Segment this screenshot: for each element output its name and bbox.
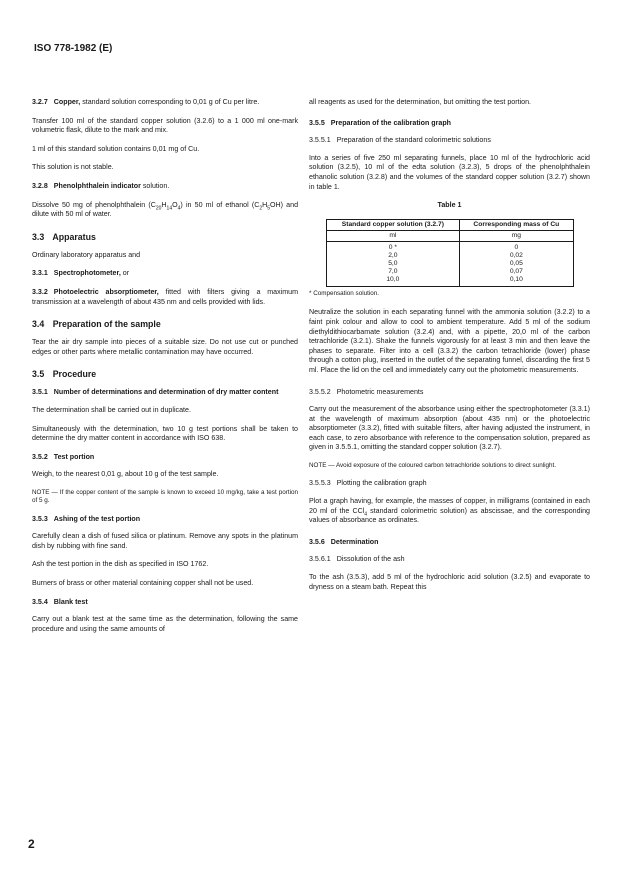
- table-cell: 2,0: [326, 252, 460, 260]
- page-number: 2: [28, 837, 35, 851]
- section-number: 3.5.4: [32, 597, 48, 606]
- section-3-5-6-1-heading: [309, 555, 590, 565]
- subscript: 4: [177, 204, 181, 211]
- section-number: 3.5: [32, 369, 45, 380]
- paragraph: Transfer 100 ml of the standard copper solution (3.2.6) to a 1 000 ml one-mark volumetric flask, dilute to the mark and mix.: [32, 116, 298, 135]
- section-text: standard solution corresponding to 0,01 g of Cu per litre.: [82, 98, 260, 106]
- section-3-3-heading: [32, 232, 298, 243]
- table-row: [326, 241, 573, 252]
- section-3-5-2-heading: [32, 453, 298, 463]
- section-3-5-4-heading: [32, 598, 298, 608]
- section-number: 3.5.5: [309, 118, 325, 127]
- left-column: [32, 98, 298, 643]
- section-number: 3.2.7: [32, 98, 48, 106]
- paragraph-plot: [309, 497, 590, 526]
- paragraph: Ordinary laboratory apparatus and: [32, 250, 141, 259]
- section-number: 3.4: [32, 319, 45, 330]
- section-title: Photoelectric absorptiometer,: [53, 287, 159, 296]
- section-3-5-5-heading: [309, 119, 590, 129]
- section-3-5-5-1-heading: [309, 136, 590, 146]
- section-number: 3.5.5.3: [309, 479, 331, 488]
- table-cell: 0,07: [460, 268, 573, 276]
- section-title: Apparatus: [52, 231, 96, 242]
- paragraph: Carefully clean a dish of fused silica or platinum. Remove any spots in the platinum dish by rubbing with fine sand.: [32, 532, 298, 550]
- text-run: H: [262, 200, 268, 209]
- section-title: Preparation of the standard colorimetric solutions: [336, 136, 491, 145]
- calibration-table: [326, 219, 574, 287]
- section-title: Plotting the calibration graph: [336, 479, 427, 488]
- section-title: Preparation of the calibration graph: [330, 118, 451, 127]
- paragraph: all reagents as used for the determination, but omitting the test portion.: [309, 98, 532, 106]
- subscript: 14: [166, 204, 173, 211]
- section-title: Test portion: [53, 452, 95, 461]
- table-caption: Table 1: [437, 201, 462, 210]
- table-header-row: [326, 219, 573, 230]
- paragraph: Tear the air dry sample into pieces of a suitable size. Do not use cut or punched edges or other parts where metallic contamination may have occurred.: [32, 338, 298, 356]
- section-number: 3.3: [32, 231, 45, 242]
- paragraph: Carry out the measurement of the absorbance using either the spectrophotometer (3.3.1) at the wavelength of maximum absorption (about 435 nm) or the photoelectric absorptiometer (3.3.2), fitted with suitable filters, after having adjusted the instrument, in each case, to zero absorbance with reference to the compensation solution, prepared as given in 3.5.5.1, omitting the standard copper solution (3.2.7).: [309, 405, 590, 452]
- section-3-4-heading: [32, 319, 298, 330]
- section-3-5-1-heading: [32, 388, 298, 398]
- section-3-5-6-heading: [309, 538, 590, 548]
- section-number: 3.3.1: [32, 269, 48, 278]
- section-title: Preparation of the sample: [52, 319, 161, 330]
- text-run: standard colorimetric solution) as abscissae, and the corresponding values of absorbance as ordinates.: [309, 506, 591, 525]
- paragraph: Ash the test portion in the dish as specified in ISO 1762.: [32, 560, 209, 569]
- section-number: 3.3.2: [32, 287, 48, 296]
- section-title: Photometric measurements: [336, 387, 424, 396]
- text-run: OH) and dilute with 50 ml of water.: [32, 200, 299, 219]
- text-run: O: [172, 200, 178, 209]
- paragraph: Simultaneously with the determination, two 10 g test portions shall be taken to determine the dry matter content in accordance with ISO 638.: [32, 424, 298, 443]
- section-text: solution.: [142, 181, 170, 190]
- section-number: 3.5.6.1: [309, 555, 331, 564]
- table-cell: 10,0: [326, 276, 460, 287]
- paragraph: Carry out a blank test at the same time as the determination, following the same procedure and using the same amounts of: [32, 615, 298, 633]
- paragraph: Neutralize the solution in each separating funnel with the ammonia solution (3.2.2) to a faint pink colour and allow to cool to ambient temperature. Add 5 ml of the sodium diethyldithiocarbamate solution (3.2.4) and, with a pipette, 20,0 ml of the carbon tetrachloride (3.2.1). Shake the funnels vigorously for at least 3 min and then leave the phases to separate. Filter into a cell (3.3.2) the carbon tetrachloride (lower) phase through a cotton plug, inserted in the outlet of the separating funnel, discarding the first 5 ml. Place the lid on the cell and immediately carry out the photometric measurements.: [309, 308, 590, 374]
- section-title: Dissolution of the ash: [336, 555, 405, 564]
- section-3-3-2: [32, 288, 298, 307]
- table-cell: 0,02: [460, 252, 573, 260]
- section-3-5-3-heading: [32, 515, 298, 525]
- section-title: Blank test: [53, 597, 88, 606]
- section-title: Copper,: [53, 98, 81, 106]
- paragraph: Burners of brass or other material containing copper shall not be used.: [32, 579, 254, 588]
- paragraph: Into a series of five 250 ml separating funnels, place 10 ml of the hydrochloric acid solution (3.2.5), 10 ml of the edta solution (3.2.3), 5 drops of the phenolphthalein ethanolic solution (3.2.8) and the volumes of the standard copper solution (3.2.7) shown in table 1.: [309, 153, 590, 191]
- section-3-5-5-2-heading: [309, 388, 590, 398]
- table-cell: 0,10: [460, 276, 573, 287]
- text-run: Dissolve 50 mg of phenolphthalein (C: [32, 200, 156, 209]
- subscript: 5: [267, 204, 271, 211]
- note: NOTE — If the copper content of the sample is known to exceed 10 mg/kg, take a test portion of 5 g.: [32, 488, 298, 505]
- table-row: [326, 276, 573, 287]
- section-number: 3.2.8: [32, 181, 48, 190]
- section-title: Number of determinations and determination of dry matter content: [53, 388, 279, 397]
- section-number: 3.5.6: [309, 537, 325, 546]
- section-number: 3.5.2: [32, 452, 48, 461]
- paragraph: The determination shall be carried out in duplicate.: [32, 405, 191, 414]
- section-3-2-8: [32, 182, 298, 192]
- section-title: Determination: [330, 537, 379, 546]
- section-text: fitted with filters giving a maximum transmission at a wavelength of about 435 nm and cells provided with lids.: [32, 287, 298, 306]
- paragraph: 1 ml of this standard solution contains 0,01 mg of Cu.: [32, 144, 200, 153]
- section-title: Spectrophotometer,: [53, 269, 121, 278]
- text-run: H: [161, 200, 167, 209]
- section-number: 3.5.3: [32, 514, 48, 523]
- section-3-3-1: [32, 269, 298, 279]
- section-3-5-heading: [32, 369, 298, 380]
- section-text: or: [122, 269, 130, 278]
- section-3-5-5-3-heading: [309, 479, 590, 489]
- table-unit-cell: mg: [460, 230, 573, 241]
- right-column: [309, 98, 590, 601]
- table-cell: 0 *: [326, 241, 460, 252]
- table-row: [326, 268, 573, 276]
- table-cell: 0,05: [460, 260, 573, 268]
- text-run: Plot a graph having, for example, the masses of copper, in milligrams (contained in each 20 ml of the CCl: [309, 497, 590, 515]
- table-row: [326, 260, 573, 268]
- subscript: 20: [155, 204, 162, 211]
- paragraph: To the ash (3.5.3), add 5 ml of the hydrochloric acid solution (3.2.5) and evaporate to dryness on a steam bath. Repeat this: [309, 573, 590, 591]
- section-title: Phenolphthalein indicator: [53, 181, 141, 190]
- text-run: ) in 50 ml of ethanol (C: [180, 200, 260, 209]
- table-header-cell: Standard copper solution (3.2.7): [326, 219, 460, 230]
- subscript: 4: [364, 511, 368, 518]
- page-header: ISO 778-1982 (E): [34, 43, 113, 54]
- paragraph-dissolve: [32, 201, 298, 220]
- table-unit-cell: ml: [326, 230, 460, 241]
- table-unit-row: [326, 230, 573, 241]
- section-number: 3.5.5.1: [309, 136, 331, 145]
- table-header-cell: Corresponding mass of Cu: [460, 219, 573, 230]
- note: NOTE — Avoid exposure of the coloured carbon tetrachloride solutions to direct sunlight.: [309, 462, 556, 470]
- section-number: 3.5.5.2: [309, 387, 331, 396]
- table-cell: 7,0: [326, 268, 460, 276]
- section-3-2-7: [32, 98, 298, 108]
- table-footnote: * Compensation solution.: [309, 289, 380, 297]
- paragraph: Weigh, to the nearest 0,01 g, about 10 g of the test sample.: [32, 470, 219, 479]
- section-number: 3.5.1: [32, 388, 48, 397]
- table-cell: 5,0: [326, 260, 460, 268]
- paragraph: This solution is not stable.: [32, 163, 114, 172]
- section-title: Procedure: [52, 369, 97, 380]
- subscript: 2: [259, 204, 263, 211]
- section-title: Ashing of the test portion: [53, 514, 141, 523]
- table-row: [326, 252, 573, 260]
- table-cell: 0: [460, 241, 573, 252]
